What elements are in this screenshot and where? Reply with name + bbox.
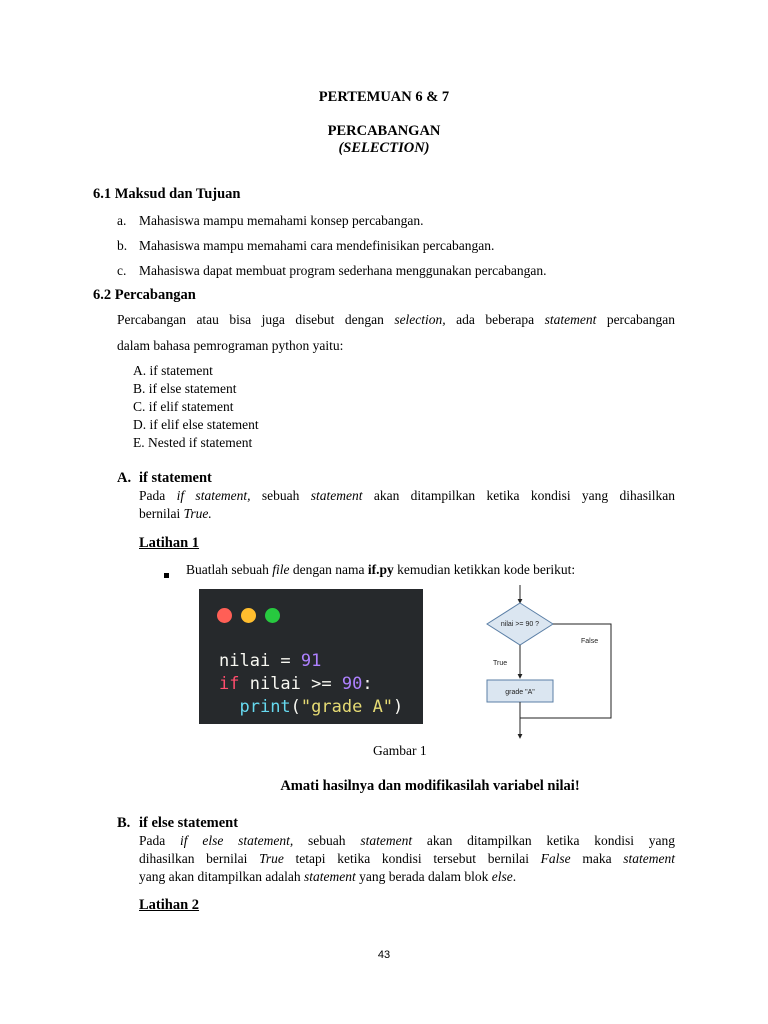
subsection-heading-if: if statement [139, 470, 212, 486]
chapter-title: PERCABANGAN [327, 123, 441, 139]
intro-paragraph-line-2: dalam bahasa pemrograman python yaitu: [117, 338, 344, 353]
window-maximize-dot-icon [265, 608, 280, 623]
section-heading-6-1: 6.1 Maksud dan Tujuan [93, 186, 241, 202]
figure-caption: Gambar 1 [373, 743, 427, 758]
if-flowchart [465, 583, 625, 741]
window-close-dot-icon [217, 608, 232, 623]
section-heading-6-2: 6.2 Percabangan [93, 287, 196, 303]
chapter-subtitle: (SELECTION) [338, 140, 430, 156]
list-marker: b. [117, 238, 128, 253]
if-description-line-2: bernilai True. [139, 506, 212, 521]
code-line-1: nilai = 91 [219, 651, 322, 671]
list-item: B. if else statement [133, 381, 237, 396]
code-line-2: if nilai >= 90: [219, 674, 373, 694]
exercise-heading-1: Latihan 1 [139, 535, 200, 551]
subsection-heading-if-else: if else statement [139, 815, 239, 831]
page-number: 43 [377, 949, 391, 961]
subsection-marker-b: B. [117, 815, 131, 831]
exercise-task: Amati hasilnya dan modifikasilah variabel nilai! [280, 778, 580, 794]
if-else-description-line-3: yang akan ditampilkan adalah statement yang berada dalam blok else. [139, 869, 517, 884]
intro-paragraph-line-1: Percabangan atau bisa juga disebut dengan selection, ada beberapa statement percabangan [117, 312, 676, 327]
list-marker: c. [117, 263, 127, 278]
window-minimize-dot-icon [241, 608, 256, 623]
if-description-line-1: Pada if statement, sebuah statement akan ditampilkan ketika kondisi yang dihasilkan [139, 488, 675, 503]
code-line-3: print("grade A") [239, 697, 404, 717]
subsection-marker-a: A. [117, 470, 132, 486]
list-marker: a. [117, 213, 127, 228]
action-label: grade "A" [505, 689, 535, 696]
if-else-description-line-1: Pada if else statement, sebuah statement akan ditampilkan ketika kondisi yang [139, 833, 676, 848]
list-item: E. Nested if statement [133, 435, 253, 450]
exercise-instruction: Buatlah sebuah file dengan nama if.py kemudian ketikkan kode berikut: [186, 562, 576, 577]
if-else-description-line-2: dihasilkan bernilai True tetapi ketika kondisi tersebut bernilai False maka statement [139, 851, 676, 866]
bullet-icon [164, 565, 169, 583]
list-item: Mahasiswa mampu memahami cara mendefinisikan percabangan. [139, 238, 495, 253]
list-item: A. if statement [133, 363, 213, 378]
code-snippet-image [199, 589, 423, 724]
list-item: D. if elif else statement [133, 417, 259, 432]
false-label: False [581, 638, 599, 645]
decision-label: nilai >= 90 ? [500, 621, 540, 628]
list-item: C. if elif statement [133, 399, 234, 414]
list-item: Mahasiswa dapat membuat program sederhana menggunakan percabangan. [139, 263, 547, 278]
list-item: Mahasiswa mampu memahami konsep percabangan. [139, 213, 424, 228]
meeting-title: PERTEMUAN 6 & 7 [318, 89, 450, 105]
exercise-heading-2: Latihan 2 [139, 897, 200, 913]
true-label: True [493, 660, 508, 667]
